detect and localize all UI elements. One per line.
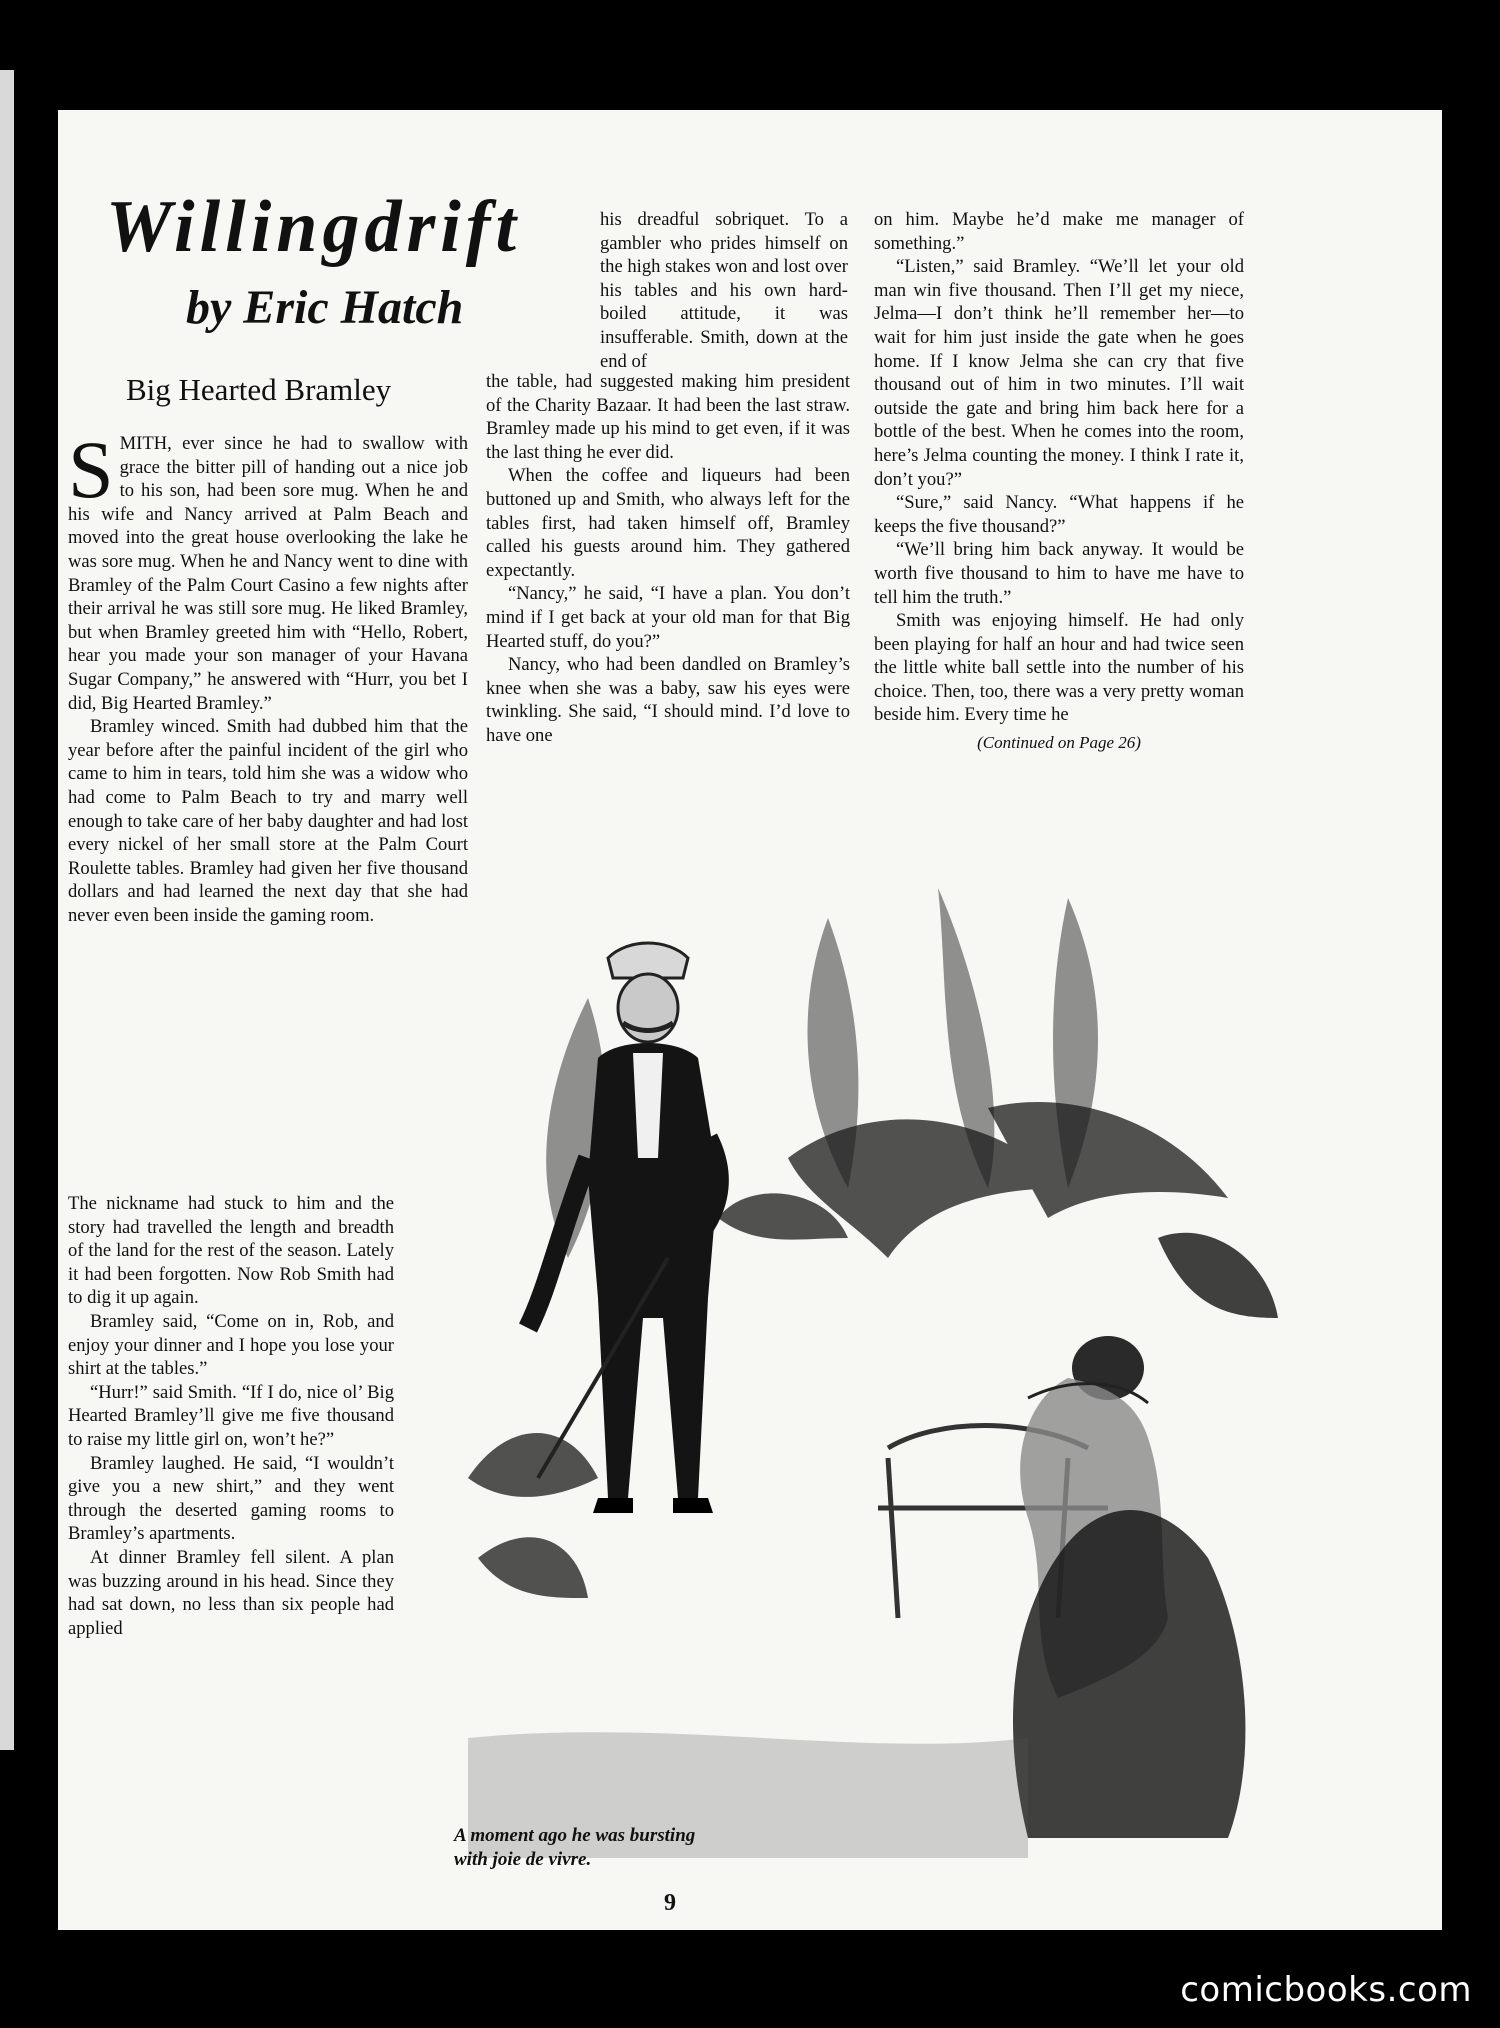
site-watermark: comicbooks.com — [1180, 1970, 1472, 2010]
column-2 — [486, 370, 850, 748]
paragraph: When the coffee and liqueurs had been buttoned up and Smith, who always left for the tables first, had taken himself off, Bramley called his guests around him. They gathered expectantly. — [486, 465, 850, 581]
paragraph: Bramley said, “Come on in, Rob, and enjoy your dinner and I hope you lose your shirt at the tables.” — [68, 1310, 394, 1380]
drop-cap: S — [68, 424, 114, 515]
paragraph: Bramley winced. Smith had dubbed him that the year before after the painful incident of the girl who came to him in tears, told him she was a widow who had come to Palm Beach to try and marry well enough to take care of her baby daughter and had lost every nickel of her small store at the Palm Court Roulette tables. Bramley had given her five thousand dollars and had learned the next day that she had never even been inside the gaming room. — [68, 716, 468, 926]
column-1-top — [68, 424, 468, 927]
paragraph: “Hurr!” said Smith. “If I do, nice ol’ Big Hearted Bramley’ll give me five thousand to raise my little girl on, won’t he?” — [68, 1381, 394, 1450]
paragraph: his dreadful sobriquet. To a gambler who prides himself on the high stakes won and lost over his tables and his own hard-boiled attitude, it was insufferable. Smith, down at the end of — [600, 209, 848, 372]
paragraph: “Listen,” said Bramley. “We’ll let your old man win five thousand. Then I’ll get my niece, Jelma—I don’t think he’ll remember her—to wait for him just inside the gate when he goes home. If I know Jelma she can cry that five thousand out of him in two minutes. I’ll wait outside the gate and bring him back here for a bottle of the best. When he comes into the room, here’s Jelma counting the money. I think I rate it, don’t you?” — [874, 256, 1244, 490]
paragraph: Nancy, who had been dandled on Bramley’s knee when she was a baby, saw his eyes were twinkling. She said, “I should mind. I’d love to have one — [486, 654, 850, 746]
magazine-page — [58, 110, 1442, 1930]
paragraph: The nickname had stuck to him and the story had travelled the length and breadth of the land for the rest of the season. Lately it had been forgotten. Now Rob Smith had to dig it up again. — [68, 1193, 394, 1309]
story-title: Willingdrift — [106, 186, 522, 268]
continued-note: (Continued on Page 26) — [977, 733, 1141, 753]
paragraph: “Sure,” said Nancy. “What happens if he keeps the five thousand?” — [874, 492, 1244, 537]
adjacent-page-edge — [0, 70, 14, 1750]
column-1-bottom — [68, 1192, 394, 1640]
illustration-caption: A moment ago he was bursting with joie de vivre. — [454, 1825, 696, 1870]
paragraph: “We’ll bring him back anyway. It would be worth five thousand to him to have me have to tell him the truth.” — [874, 539, 1244, 608]
paragraph: At dinner Bramley fell silent. A plan was buzzing around in his head. Since they had sat down, no less than six people had applied — [68, 1546, 394, 1639]
paragraph: Bramley laughed. He said, “I wouldn’t give you a new shirt,” and they went through the deserted gaming rooms to Bramley’s apartments. — [68, 1452, 394, 1545]
paragraph: “Nancy,” he said, “I have a plan. You don’t mind if I get back at your old man for that Big Hearted stuff, do you?” — [486, 583, 850, 652]
story-illustration — [468, 858, 1278, 1858]
byline: by Eric Hatch — [186, 281, 464, 334]
paragraph: the table, had suggested making him president of the Charity Bazaar. It had been the last straw. Bramley made up his mind to get even, if it was the last thing he ever did. — [486, 371, 850, 463]
subhead: Big Hearted Bramley — [126, 372, 392, 407]
page-number: 9 — [664, 1890, 676, 1916]
paragraph: Smith was enjoying himself. He had only been playing for half an hour and had twice seen the little white ball settle into the number of his choice. Then, too, there was a very pretty woman beside him. Every time he — [874, 610, 1244, 726]
column-3 — [874, 208, 1244, 755]
paragraph: SMITH, ever since he had to swallow with grace the bitter pill of handing out a nice job to his son, had been sore mug. When he and his wife and Nancy arrived at Palm Beach and moved into the great house overlooking the lake he was sore mug. When he and Nancy went to dine with Bramley of the Palm Court Casino a few nights after their arrival he was still sore mug. He liked Bramley, but when Bramley greeted him with “Hello, Robert, hear you made your son manager of your Havana Sugar Company,” he answered with “Hurr, you bet I did, Big Hearted Bramley.” — [68, 424, 468, 714]
column-2-top — [600, 208, 848, 373]
paragraph: on him. Maybe he’d make me manager of something.” — [874, 209, 1244, 254]
